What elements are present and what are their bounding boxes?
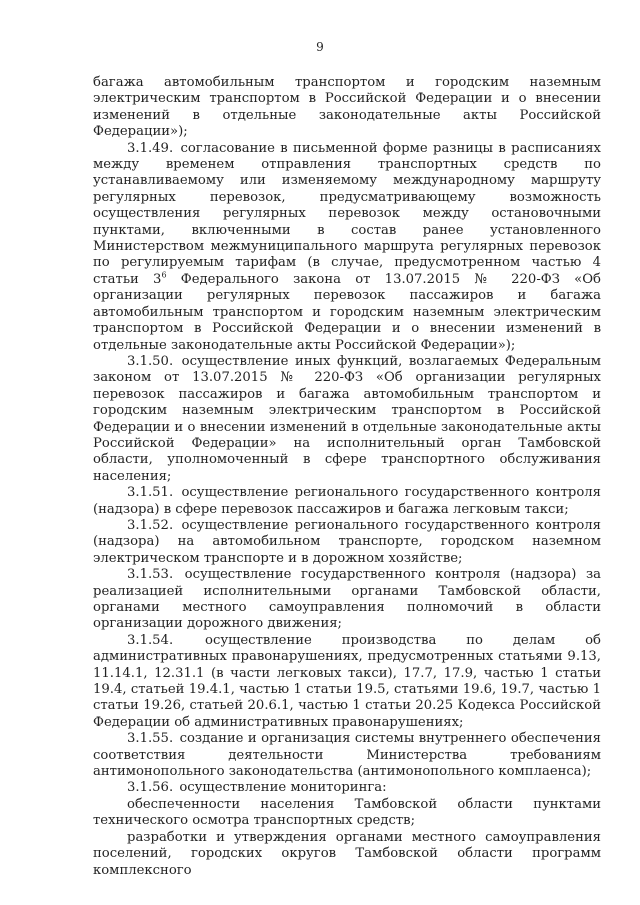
- superscript: 6: [161, 270, 167, 280]
- paragraph-3-1-55: [93, 731, 601, 780]
- paragraph-text: осуществление производства по делам об административных правонарушениях, предусмотренных статьями 9.13, 11.14.1, 12.31.1 (в части легковых такси), 17.7, 17.9, частью 1 статьи 19.4, статьей 19.4.1, частью 1 статьи 19.5, статьями 19.6, 19.7, частью 1 статьи 19.26, статьей 20.6.1, частью 1 статьи 20.25 Кодекса Российской Федерации об административных правонарушениях;: [93, 632, 601, 730]
- document-body: [93, 75, 601, 879]
- paragraph-number: 3.1.53.: [127, 567, 174, 583]
- paragraph-3-1-54: [93, 633, 601, 731]
- paragraph-number: 3.1.54.: [127, 632, 174, 648]
- paragraph-text: багажа автомобильным транспортом и городским наземным электрическим транспортом в Российской Федерации и о внесении изменений в отдельные законодательные акты Российской Федерации»);: [93, 75, 601, 140]
- paragraph-text: согласование в письменной форме разницы в расписаниях между временем отправления транспортных средств по устанавливаемому или изменяемому международному маршруту регулярных перевозок, предусматривающему возможность осуществления регулярных перевозок между остановочными пунктами, включенными в состав ранее установленного Министерством межмуниципального маршрута регулярных перевозок по регулируемым тарифам (в случае, предусмотренном частью 4 статьи 3: [93, 140, 601, 287]
- paragraph-continuation: [93, 75, 601, 141]
- paragraph-text: осуществление мониторинга:: [179, 780, 387, 796]
- paragraph-number: 3.1.56.: [127, 780, 174, 796]
- paragraph-number: 3.1.49.: [127, 140, 174, 156]
- paragraph-number: 3.1.50.: [127, 353, 174, 369]
- paragraph-number: 3.1.55.: [127, 731, 174, 747]
- paragraph-3-1-50: [93, 354, 601, 485]
- paragraph-text-continued: Федерального закона от 13.07.2015 № 220-ФЗ «Об организации регулярных перевозок пассажиров и багажа автомобильным транспортом и городским наземным электрическим транспортом в Российской Федерации и о внесении изменений в отдельные законодательные акты Российской Федерации»);: [93, 271, 601, 353]
- paragraph-text: создание и организация системы внутреннего обеспечения соответствия деятельности Министерства требованиям антимонопольного законодательства (антимонопольного комплаенса);: [93, 731, 601, 780]
- paragraph-text: осуществление регионального государственного контроля (надзора) на автомобильном транспорте, городском наземном электрическом транспорте и в дорожном хозяйстве;: [93, 517, 602, 566]
- paragraph-3-1-49: [93, 141, 601, 354]
- paragraph-3-1-52: [93, 518, 601, 567]
- paragraph-text: осуществление государственного контроля (надзора) за реализацией исполнительными органами Тамбовской области, органами местного самоуправления полномочий в области организации дорожного движения;: [93, 567, 601, 632]
- paragraph-monitoring-item: [93, 830, 601, 879]
- paragraph-3-1-51: [93, 485, 601, 518]
- paragraph-monitoring-item: [93, 797, 601, 830]
- paragraph-text: осуществление регионального государственного контроля (надзора) в сфере перевозок пассажиров и багажа легковым такси;: [93, 485, 602, 517]
- page-number: 9: [316, 40, 324, 54]
- paragraph-3-1-53: [93, 567, 601, 633]
- paragraph-text: разработки и утверждения органами местного самоуправления поселений, городских округов Тамбовской области программ комплексного: [93, 829, 601, 878]
- paragraph-text: осуществление иных функций, возлагаемых Федеральным законом от 13.07.2015 № 220-ФЗ «Об организации регулярных перевозок пассажиров и багажа автомобильным транспортом и городским наземным электрическим транспортом в Российской Федерации и о внесении изменений в отдельные законодательные акты Российской Федерации» на исполнительный орган Тамбовской области, уполномоченный в сфере транспортного обслуживания населения;: [93, 353, 602, 484]
- paragraph-text: обеспеченности населения Тамбовской области пунктами технического осмотра транспортных средств;: [93, 796, 601, 829]
- paragraph-3-1-56: [93, 780, 601, 796]
- paragraph-number: 3.1.51.: [127, 485, 174, 501]
- paragraph-number: 3.1.52.: [127, 517, 174, 533]
